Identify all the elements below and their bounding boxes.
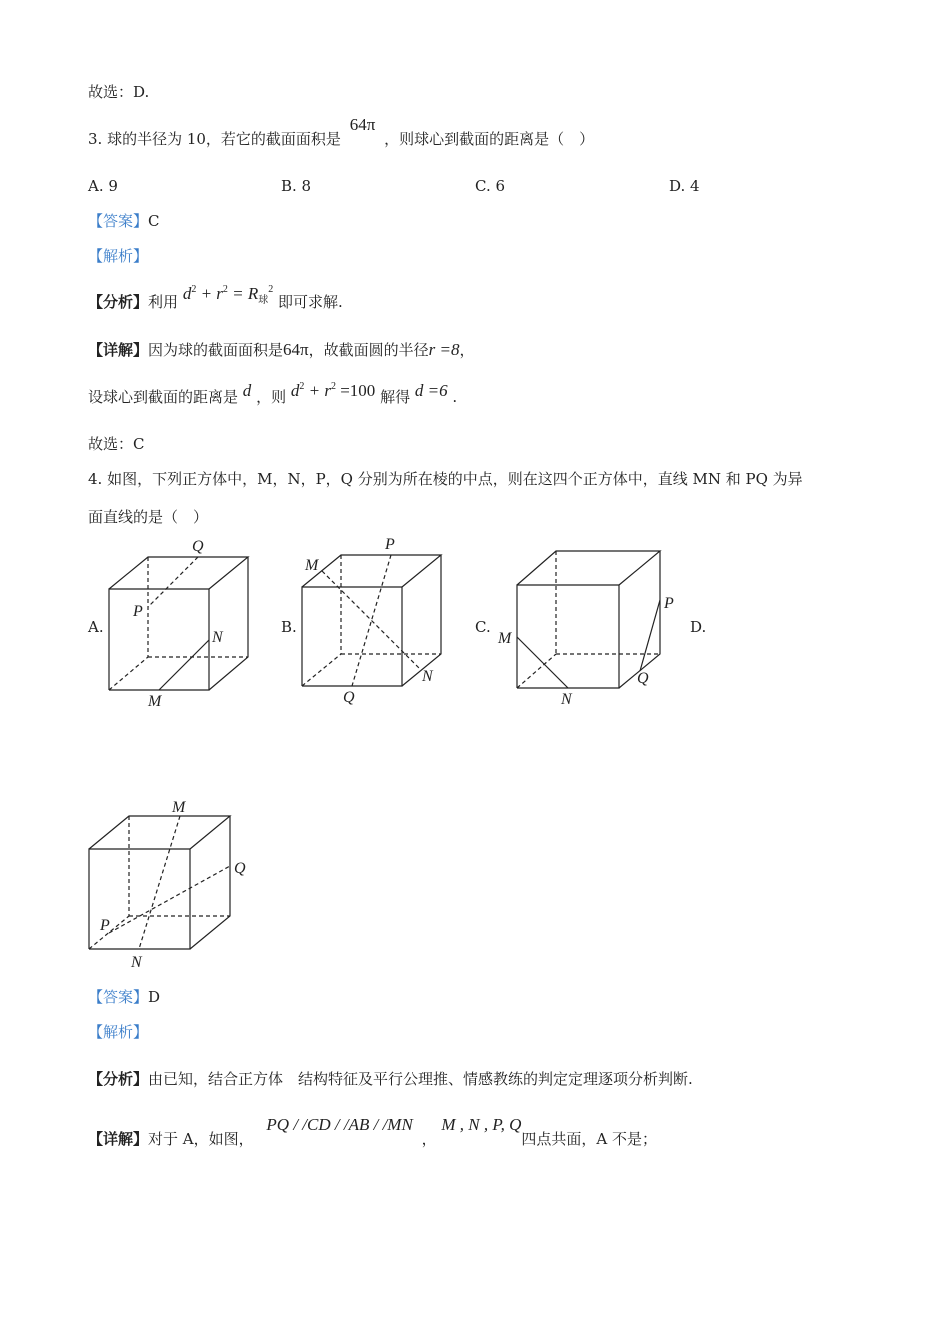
- q3-xj1-c: ，: [459, 341, 475, 359]
- cube-b-right-edges: [402, 555, 441, 686]
- q3-xj2-formula: $d^2 + r^2 =100$: [290, 381, 376, 400]
- q3-xj2-b: ，则: [256, 388, 287, 406]
- q3-analysis-tag: 【解析】: [88, 247, 149, 265]
- cube-c-front-face: [517, 585, 619, 688]
- cube-d-top-face: [89, 816, 230, 849]
- q3-xj2-eq: =100: [340, 381, 376, 400]
- q3-answer: [88, 211, 160, 231]
- cube-c-line-mn: [517, 637, 568, 688]
- q4-xj-points: M , N , P, Q: [441, 1115, 522, 1134]
- q3-area: 64π: [349, 115, 376, 134]
- q4-answer-value: D: [148, 988, 161, 1006]
- q4-fenxi-tag: 【分析】: [88, 1070, 149, 1088]
- cube-b-label-n: N: [422, 668, 433, 685]
- q3-fenxi-post: 即可求解.: [278, 293, 343, 311]
- cube-d-line-mn: [139, 816, 180, 949]
- q3-xj1-r: r =8: [428, 340, 460, 359]
- cube-c-label-q: Q: [637, 670, 649, 687]
- q3-xj2-d: d: [242, 381, 252, 400]
- cube-d-right-edges: [190, 816, 230, 949]
- q4-xj-eq: PQ / /CD / /AB / /MN: [266, 1115, 413, 1134]
- cube-a-label-p: P: [133, 603, 143, 620]
- cube-a-top-face: [109, 557, 248, 589]
- cube-c-top-face: [517, 551, 660, 585]
- q3-option-c: C. 6: [475, 177, 506, 195]
- cube-d-label-n: N: [131, 954, 142, 971]
- cube-d-line-pq: [109, 866, 230, 933]
- q4-xiangjie: [88, 1115, 657, 1149]
- q3-stem-after: ，则球心到截面的距离是（ ）: [384, 130, 595, 148]
- q4-stem-line1: 4. 如图，下列正方体中，M，N，P，Q 分别为所在棱的中点，则在这四个正方体中，直线 MN 和 PQ 为异: [88, 470, 803, 488]
- q4-option-b-label: B.: [281, 618, 297, 636]
- q4-option-d-label: D.: [690, 618, 707, 636]
- cube-c-label-n: N: [561, 691, 572, 708]
- cube-a-label-m: M: [148, 693, 162, 710]
- q4-xj-comma: ，: [421, 1130, 437, 1148]
- cube-c-right-edges: [619, 551, 660, 688]
- cube-b-figure: [293, 535, 453, 710]
- cube-a-label-n: N: [212, 629, 223, 646]
- q3-xj1-area: 64π: [283, 340, 309, 359]
- q4-fenxi: [88, 1069, 693, 1089]
- cube-b-label-p: P: [385, 536, 395, 553]
- cube-c-label-p: P: [664, 595, 674, 612]
- q3-option-a: A. 9: [88, 177, 118, 195]
- cube-a-line-mn: [159, 640, 209, 690]
- q3-xiangjie-1: [88, 340, 475, 360]
- q3-xiangjie-tag: 【详解】: [88, 341, 149, 359]
- q3-xj2-end: .: [452, 388, 458, 406]
- cube-c-label-m: M: [498, 630, 512, 647]
- q4-option-a-label: A.: [88, 618, 104, 636]
- cube-b-top-face: [302, 555, 441, 587]
- cube-d-label-q: Q: [234, 860, 246, 877]
- q3-option-b: B. 8: [281, 177, 312, 195]
- cube-d-figure: [80, 795, 260, 975]
- q3-answer-tag: 【答案】: [88, 212, 149, 230]
- cube-a-hidden-diagonal: [109, 657, 148, 690]
- q3-xiangjie-2: [88, 381, 458, 410]
- cube-c-hidden-diagonal: [517, 654, 556, 688]
- q4-analysis-tag: 【解析】: [88, 1023, 149, 1041]
- cube-a-line-pq: [148, 557, 198, 607]
- q4-xiangjie-tag: 【详解】: [88, 1130, 149, 1148]
- q3-stem: [88, 115, 595, 149]
- cube-c-figure: [495, 540, 685, 712]
- q4-stem-line2: 面直线的是（ ）: [88, 508, 209, 526]
- cube-b-label-q: Q: [343, 689, 355, 706]
- q3-xj2-a: 设球心到截面的距离是: [88, 388, 239, 406]
- q3-answer-value: C: [148, 212, 160, 230]
- cube-d-label-m: M: [172, 799, 186, 816]
- q3-xj1-a: 因为球的截面面积是: [148, 341, 284, 359]
- q4-option-c-label: C.: [475, 618, 491, 636]
- q4-xj-b: 四点共面，A 不是；: [521, 1130, 657, 1148]
- q4-answer: [88, 987, 160, 1007]
- q3-fenxi-pre: 利用: [148, 293, 179, 311]
- cube-a-front-face: [109, 589, 209, 690]
- q3-stem-before: 3. 球的半径为 10，若它的截面面积是: [88, 130, 341, 148]
- prev-conclusion: 故选：D.: [88, 83, 150, 101]
- cube-b-hidden-diagonal: [302, 654, 341, 686]
- cube-a-label-q: Q: [192, 538, 204, 555]
- q3-xj2-result: d =6: [414, 381, 448, 400]
- cube-a-right-edges: [209, 557, 248, 690]
- q3-xj1-b: ，故截面圆的半径: [308, 341, 429, 359]
- q3-fenxi-formula: $d^2 + r^2 = R_球^2$: [182, 284, 274, 306]
- cube-c-line-pq: [640, 600, 660, 671]
- q4-xj-a: 对于 A，如图，: [148, 1130, 254, 1148]
- q3-option-d: D. 4: [669, 177, 700, 195]
- q4-fenxi-text: 由已知，结合正方体 结构特征及平行公理推、情感教练的判定定理逐项分析判断.: [148, 1070, 693, 1088]
- q3-fenxi-tag: 【分析】: [88, 293, 149, 311]
- q3-fenxi: [88, 284, 343, 315]
- cube-d-label-p: P: [100, 917, 110, 934]
- q4-answer-tag: 【答案】: [88, 988, 149, 1006]
- cube-b-label-m: M: [305, 557, 319, 574]
- q3-conclusion: 故选：C: [88, 435, 145, 453]
- q3-xj2-c: 解得: [380, 388, 411, 406]
- cube-a-figure: [100, 535, 260, 710]
- cube-d-front-face: [89, 849, 190, 949]
- cube-b-line-mn: [322, 571, 421, 670]
